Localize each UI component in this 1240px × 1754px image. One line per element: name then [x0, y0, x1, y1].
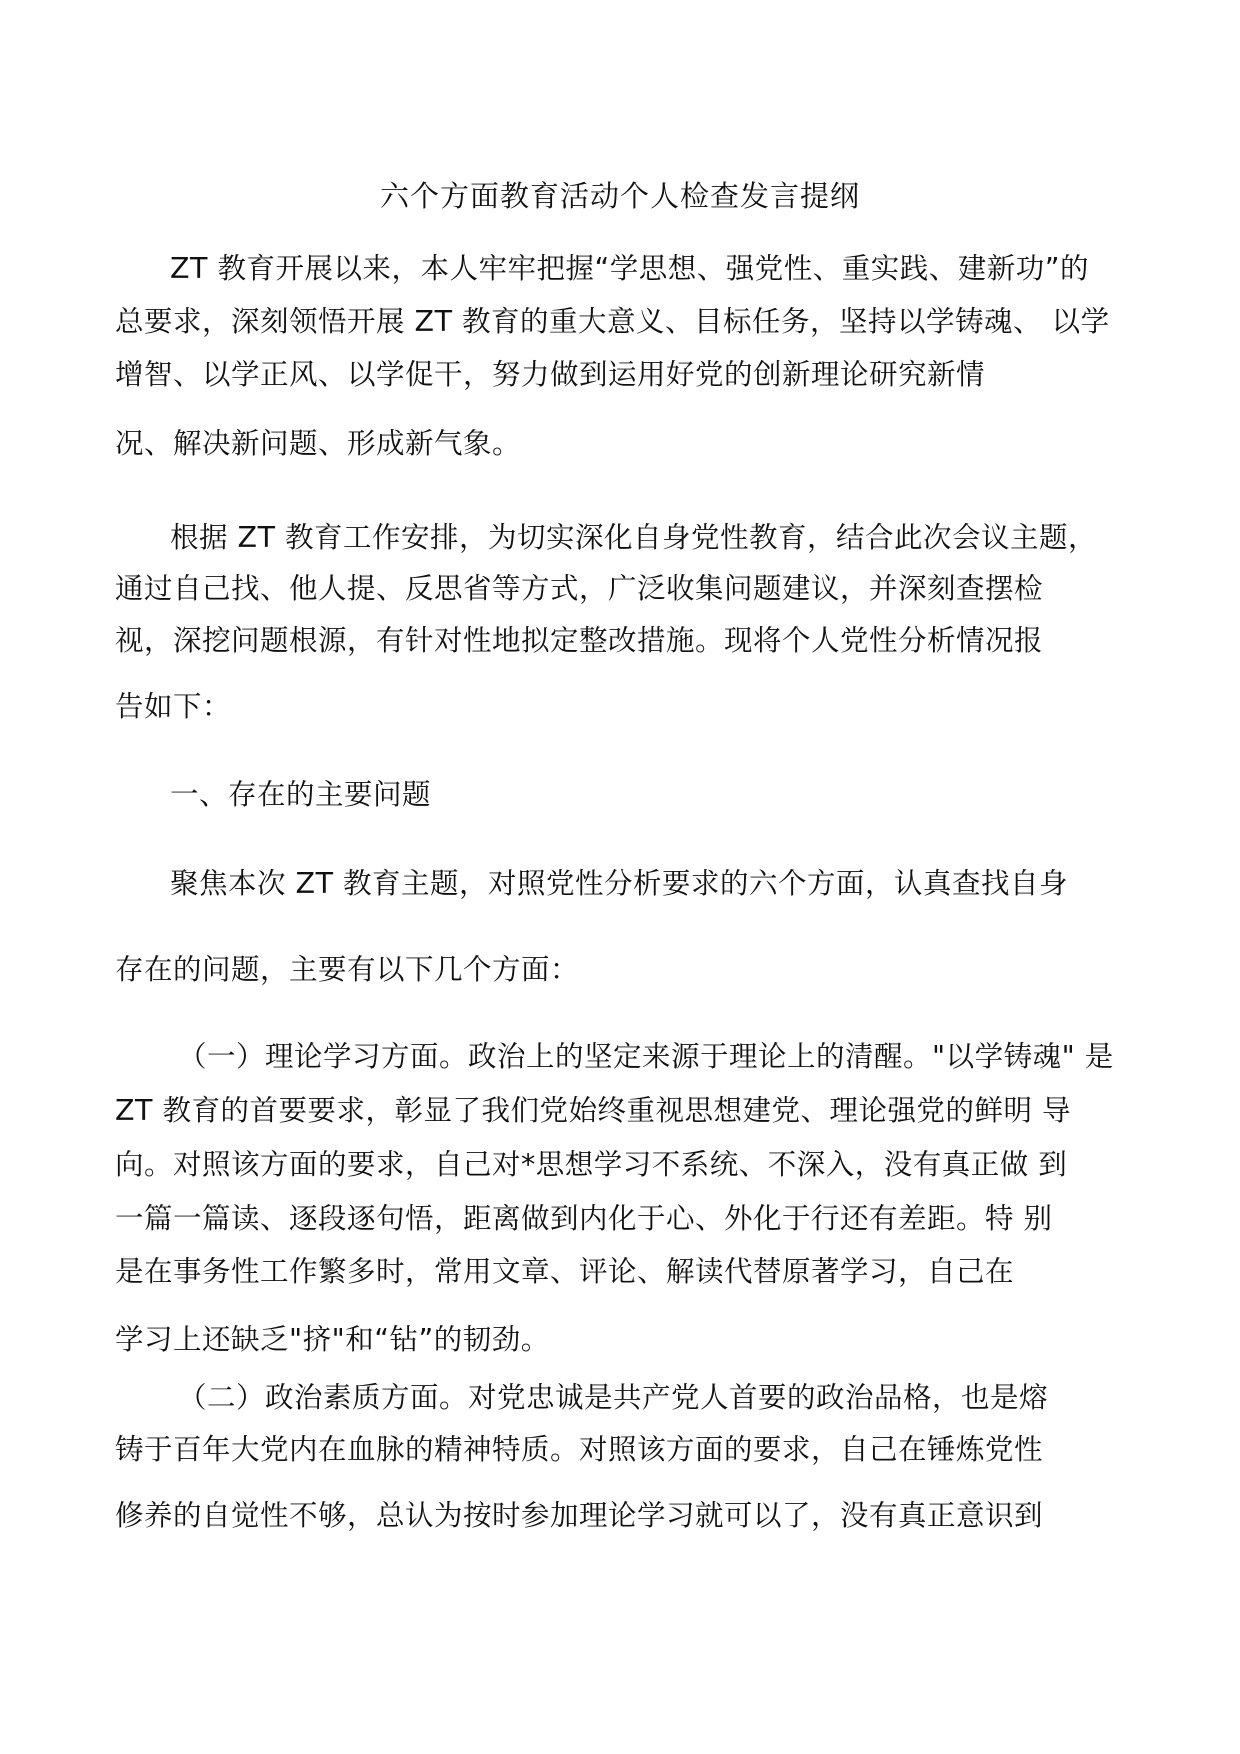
paragraph-line: 聚焦本次 ZT 教育主题，对照党性分析要求的六个方面，认真查找自身	[170, 867, 1069, 900]
paragraph-line: （一）理论学习方面。政治上的坚定来源于理论上的清醒。"以学铸魂" 是	[178, 1040, 1114, 1073]
paragraph-line: 总要求，深刻领悟开展 ZT 教育的重大意义、目标任务，坚持以学铸魂、 以学	[115, 305, 1110, 338]
paragraph-line: 况、解决新问题、形成新气象。	[115, 427, 522, 460]
paragraph-line: 一篇一篇读、逐段逐句悟，距离做到内化于心、外化于行还有差距。特 别	[115, 1202, 1053, 1235]
section-heading: 一、存在的主要问题	[170, 778, 432, 811]
paragraph-line: 铸于百年大党内在血脉的精神特质。对照该方面的要求，自己在锤炼党性	[115, 1433, 1044, 1466]
paragraph-line: 视，深挖问题根源，有针对性地拟定整改措施。现将个人党性分析情况报	[115, 624, 1044, 657]
document-title: 六个方面教育活动个人检查发言提纲	[379, 179, 860, 213]
paragraph-line: ZT 教育开展以来，本人牢牢把握“学思想、强党性、重实践、建新功”的	[170, 252, 1090, 285]
paragraph-line: 学习上还缺乏"挤"和“钻”的韧劲。	[115, 1323, 550, 1356]
paragraph-line: 是在事务性工作繁多时，常用文章、评论、解读代替原著学习，自己在	[115, 1255, 1015, 1288]
paragraph-line: ZT 教育的首要要求，彰显了我们党始终重视思想建党、理论强党的鲜明 导	[115, 1094, 1072, 1127]
paragraph-line: 告如下：	[115, 690, 232, 723]
paragraph-line: 根据 ZT 教育工作安排，为切实深化自身党性教育，结合此次会议主题，	[170, 521, 1098, 554]
paragraph-line: 存在的问题，主要有以下几个方面：	[115, 953, 580, 986]
paragraph-line: 向。对照该方面的要求，自己对*思想学习不系统、不深入，没有真正做 到	[115, 1148, 1068, 1181]
paragraph-line: 修养的自觉性不够，总认为按时参加理论学习就可以了，没有真正意识到	[115, 1499, 1044, 1532]
paragraph-line: 通过自己找、他人提、反思省等方式，广泛收集问题建议，并深刻查摆检	[115, 572, 1044, 605]
paragraph-line: 增智、以学正风、以学促干，努力做到运用好党的创新理论研究新情	[115, 358, 986, 391]
paragraph-line: （二）政治素质方面。对党忠诚是共产党人首要的政治品格，也是熔	[178, 1381, 1049, 1414]
